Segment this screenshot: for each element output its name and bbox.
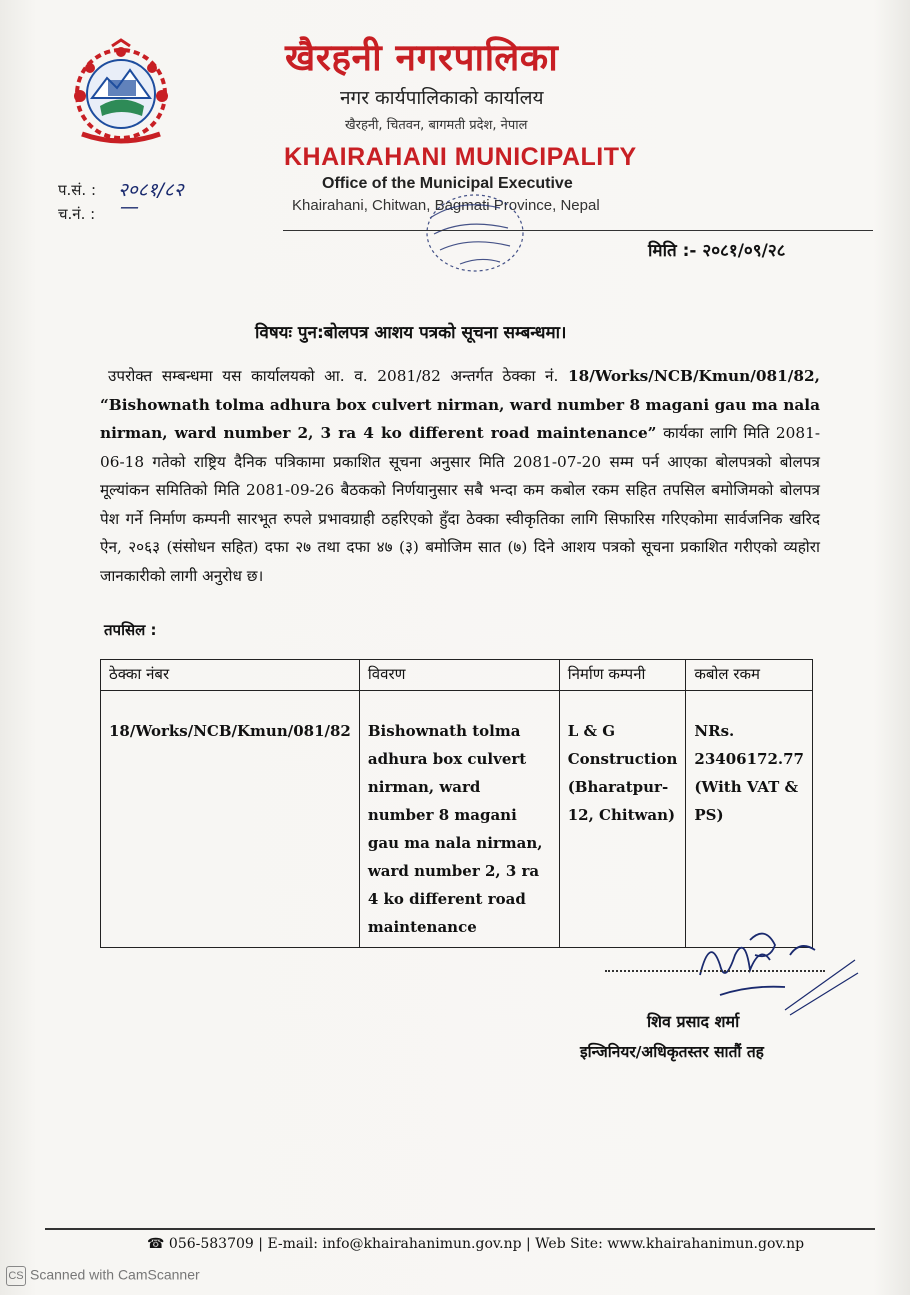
camscanner-logo-icon: CS [6,1266,26,1286]
nepal-emblem-icon [62,38,180,146]
office-name-np: नगर कार्यपालिकाको कार्यालय [340,87,544,109]
footer-email: E-mail: info@khairahanimun.gov.np [267,1236,522,1252]
footer-website: Web Site: www.khairahanimun.gov.np [535,1236,805,1252]
header-amount: कबोल रकम [686,660,813,691]
footer-divider [45,1228,875,1230]
footer-phone: 056-583709 [168,1236,254,1252]
body-part-1: उपरोक्त सम्बन्धमा यस कार्यालयको आ. व. 2081/82 अन्तर्गत ठेक्का नं. [108,367,569,385]
address-en: Khairahani, Chitwan, Bagmati Province, Nepal [292,197,600,214]
signature-line [605,970,825,972]
table-header-row [101,660,813,691]
cell-amount: NRs. 23406172.77 (With VAT & PS) [686,691,813,948]
signatory-designation: इन्जिनियर/अधिकृतस्तर सातौं तह [580,1043,764,1061]
cha-value: — [120,196,139,218]
municipality-title-np: खैरहनी नगरपालिका [285,36,559,79]
tapasil-label: तपसिल : [104,621,157,639]
header-description: विवरण [359,660,559,691]
cha-label: च.नं. : [58,205,96,223]
date-label: मिति :- [648,241,697,261]
phone-icon: ☎ [147,1236,165,1252]
body-work-name: “Bishownath tolma adhura box culvert nirman, ward number 8 magani gau ma nala nirman, ward number 2, 3 ra 4 ko different road maintenance” [100,395,820,442]
received-stamp-icon [420,188,530,278]
header-divider [283,230,873,231]
address-np: खैरहनी, चितवन, बागमती प्रदेश, नेपाल [345,118,528,133]
cell-contract-no: 18/Works/NCB/Kmun/081/82 [101,691,360,948]
bid-details-table [100,659,813,948]
pa-value: २०८१/८२ [118,179,184,201]
letter-date [648,238,786,261]
cell-description: Bishownath tolma adhura box culvert nirman, ward number 8 magani gau ma nala nirman, ward number 2, 3 ra 4 ko different road maintenance [359,691,559,948]
letter-body [100,362,820,590]
header-contract-no: ठेक्का नंबर [101,660,360,691]
cell-company: L & G Construction (Bharatpur-12, Chitwan) [559,691,686,948]
signatory-name: शिव प्रसाद शर्मा [647,1012,740,1031]
letter-subject: विषयः पुन:बोलपत्र आशय पत्रको सूचना सम्बन्धमा। [255,323,567,343]
header-company: निर्माण कम्पनी [559,660,686,691]
pa-label: प.सं. : [58,181,97,199]
office-name-en: Office of the Municipal Executive [322,175,573,192]
camscanner-watermark [6,1266,200,1286]
footer-contact: ☎ 056-583709 | E-mail: info@khairahanimun.gov.np | Web Site: www.khairahanimun.gov.np [147,1236,805,1252]
body-part-2: कार्यका लागि मिति 2081-06-18 गतेको राष्ट्रिय दैनिक पत्रिकामा प्रकाशित सूचना अनुसार मिति 2081-07-20 सम्म पर्न आएका बोलपत्रको बोलपत्र मूल्यांकन समितिको मिति 2081-09-26 बैठकको निर्णयानुसार सबै भन्दा कम कबोल रकम सहित तपसिल बमोजिमको बोलपत्र पेश गर्ने निर्माण कम्पनी सारभूत रुपले प्रभावग्राही ठहरिएको हुँदा ठेक्का स्वीकृतिका लागि सिफारिस गरिएकोमा सार्वजनिक खरिद ऐन, २०६३ (संसोधन सहित) दफा २७ तथा दफा ४७ (३) बमोजिम सात (७) दिने आशय पत्रको सूचना प्रकाशित गरीएको व्यहोरा जानकारीको लागी अनुरोध छ। [100,424,820,585]
body-contract-no: 18/Works/NCB/Kmun/081/82, [568,367,820,385]
table-row [101,691,813,948]
date-value: २०८१/०९/२८ [702,241,786,261]
municipality-title-en: KHAIRAHANI MUNICIPALITY [284,143,637,171]
watermark-text: Scanned with CamScanner [30,1266,200,1283]
